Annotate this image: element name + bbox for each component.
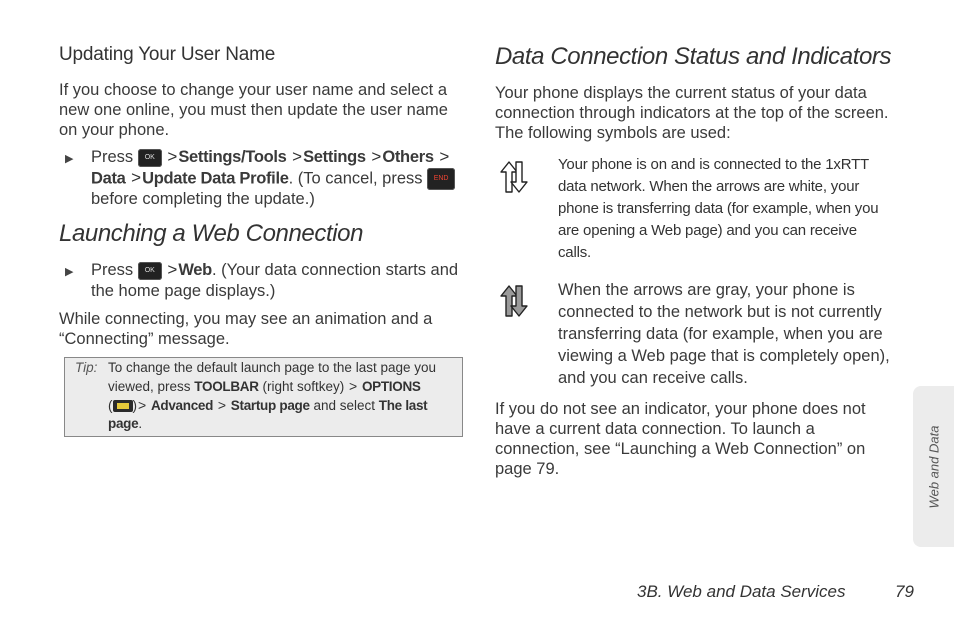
ok-key-icon: OK bbox=[138, 149, 162, 167]
data-active-arrows-icon bbox=[500, 161, 528, 193]
press-text: Press bbox=[91, 148, 134, 166]
tip-line: To change the default launch page to the last page you bbox=[108, 360, 437, 375]
text-line: viewing a Web page that is completely open), bbox=[558, 347, 890, 365]
text-line: have a current data connection. To launch a bbox=[495, 420, 815, 438]
text-line: If you do not see an indicator, your phone does not bbox=[495, 400, 866, 418]
indicator-active-text bbox=[558, 154, 878, 264]
tip-line: viewed, press TOOLBAR (right softkey) > OPTIONS bbox=[108, 378, 421, 394]
step-web-text-2: the home page displays.) bbox=[91, 282, 276, 300]
text-line: Your phone displays the current status of your data bbox=[495, 84, 867, 102]
side-tab-label: Web and Data bbox=[926, 425, 941, 508]
footer-section-title: 3B. Web and Data Services bbox=[637, 582, 846, 601]
press-text: Press bbox=[91, 261, 134, 279]
end-key-icon: END bbox=[427, 168, 455, 190]
option-page: page bbox=[108, 416, 139, 431]
options-key: OPTIONS bbox=[361, 379, 421, 394]
menu-settings: Settings bbox=[303, 148, 366, 166]
text-line: When the arrows are gray, your phone is bbox=[558, 281, 855, 299]
text-line: calls. bbox=[558, 244, 591, 261]
launch-heading: Launching a Web Connection bbox=[59, 220, 364, 247]
text-line: The following symbols are used: bbox=[495, 124, 731, 142]
text-line: page 79. bbox=[495, 460, 560, 478]
text-line: While connecting, you may see an animation and a bbox=[59, 310, 433, 328]
connecting-paragraph bbox=[59, 309, 432, 349]
option-the-last: The last bbox=[378, 398, 428, 413]
text-line: connection through indicators at the top of the screen. bbox=[495, 104, 889, 122]
text-line: connected to the network but is not currently bbox=[558, 303, 882, 321]
text-line: and you can receive calls. bbox=[558, 369, 748, 387]
menu-update-data-profile: Update Data Profile bbox=[142, 169, 289, 188]
tip-label: Tip: bbox=[75, 360, 98, 375]
cancel-text: . (To cancel, press bbox=[288, 169, 423, 188]
tip-fragment: (right softkey) bbox=[258, 379, 348, 394]
updating-heading: Updating Your User Name bbox=[59, 44, 276, 65]
after-text: before completing the update.) bbox=[91, 190, 315, 208]
indicators-outro bbox=[495, 399, 866, 479]
tip-text bbox=[108, 359, 460, 433]
menu-settings-tools: Settings/Tools bbox=[178, 148, 287, 166]
tip-line bbox=[108, 415, 460, 433]
step-web: Press OK >Web. (Your data connection starts and the home page displays.) bbox=[91, 260, 466, 301]
bullet-arrow-icon: ▶ bbox=[65, 266, 74, 278]
text-line: phone is transferring data (for example, when you bbox=[558, 200, 879, 217]
text-line: connection, see “Launching a Web Connection” on bbox=[495, 440, 866, 458]
text-line: data network. When the arrows are white, your bbox=[558, 178, 860, 195]
step-update-profile: Press OK >Settings/Tools >Settings >Others > Data >Update Data Profile. (To cancel, press END before completing the update.) bbox=[91, 147, 463, 209]
bullet-arrow-icon: ▶ bbox=[65, 153, 74, 165]
text-line: Your phone is on and is connected to the 1xRTT bbox=[558, 156, 870, 173]
menu-others: Others bbox=[382, 148, 434, 166]
section-side-tab bbox=[913, 386, 954, 547]
data-idle-arrows-icon bbox=[500, 285, 528, 317]
tip-box bbox=[64, 357, 463, 437]
text-line: are opening a Web page) and you can receive bbox=[558, 222, 857, 239]
menu-data: Data bbox=[91, 169, 126, 188]
tip-fragment: viewed, press bbox=[108, 379, 195, 394]
updating-paragraph bbox=[59, 80, 448, 140]
indicators-heading: Data Connection Status and Indicators bbox=[495, 43, 892, 70]
text-line: new one online, you must then update the user name bbox=[59, 101, 448, 119]
tip-fragment: . bbox=[138, 416, 143, 431]
menu-advanced: Advanced bbox=[150, 398, 214, 413]
ok-key-icon: OK bbox=[138, 262, 162, 280]
step-web-text: . (Your data connection starts and bbox=[211, 261, 459, 279]
menu-web: Web bbox=[178, 261, 212, 279]
tip-fragment: and select bbox=[309, 398, 379, 413]
text-line: If you choose to change your user name and select a bbox=[59, 81, 447, 99]
softkey-icon bbox=[113, 400, 133, 412]
page-number: 79 bbox=[895, 582, 914, 601]
text-line: transferring data (for example, when you are bbox=[558, 325, 883, 343]
text-line: on your phone. bbox=[59, 121, 170, 139]
toolbar-key: TOOLBAR bbox=[194, 379, 259, 394]
indicators-intro bbox=[495, 83, 889, 143]
text-line: “Connecting” message. bbox=[59, 330, 230, 348]
tip-line: ( )> Advanced > Startup page and select The last bbox=[108, 397, 428, 413]
menu-startup-page: Startup page bbox=[230, 398, 310, 413]
indicator-idle-text bbox=[558, 279, 890, 389]
